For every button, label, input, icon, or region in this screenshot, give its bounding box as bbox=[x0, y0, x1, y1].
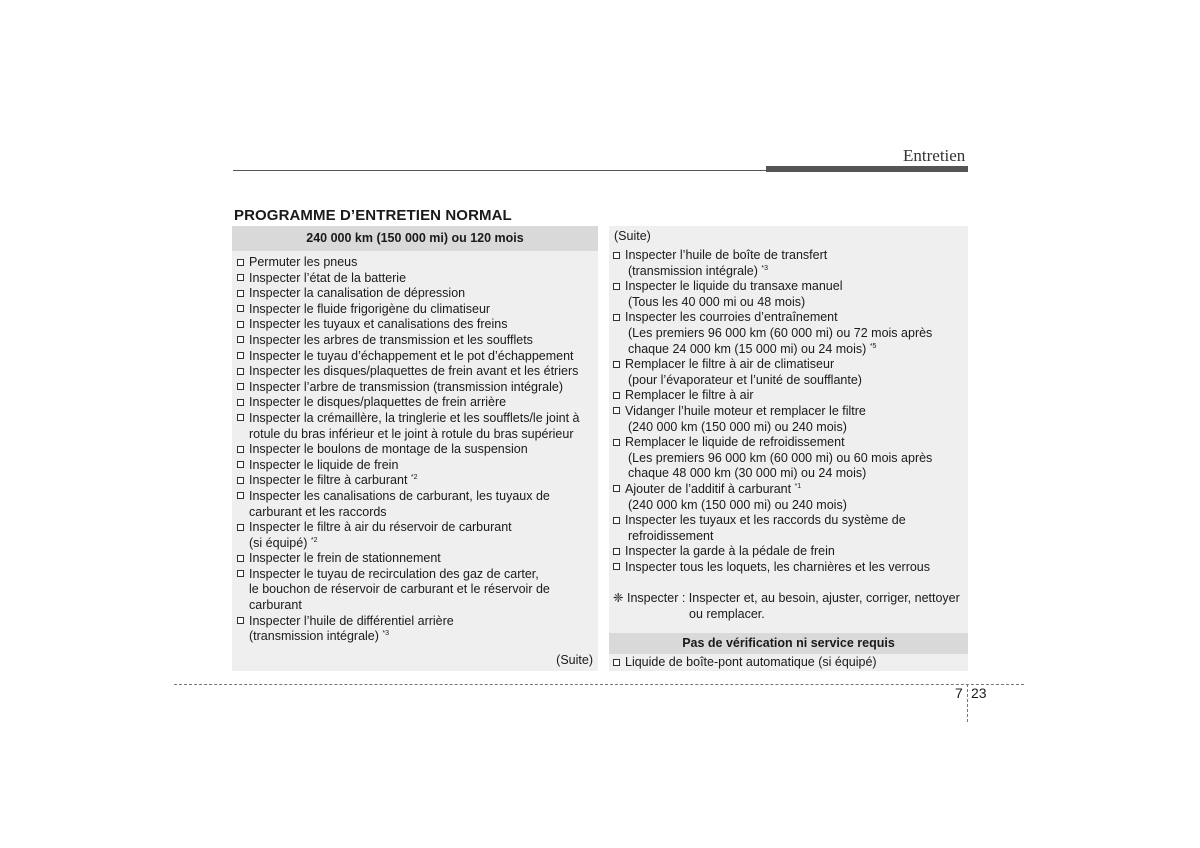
page-title: PROGRAMME D’ENTRETIEN NORMAL bbox=[234, 207, 512, 224]
checklist-item-text: Inspecter les canalisations de carburant, les tuyaux de bbox=[249, 488, 550, 503]
checklist-item-text: (240 000 km (150 000 mi) ou 240 mois) bbox=[628, 497, 847, 512]
checkbox-icon bbox=[237, 555, 244, 562]
checklist-item-text: Inspecter la garde à la pédale de frein bbox=[625, 544, 835, 559]
checklist-item bbox=[237, 380, 597, 396]
checklist-item-text: carburant et les raccords bbox=[249, 504, 387, 519]
checkbox-icon bbox=[237, 352, 244, 359]
checkbox-icon bbox=[237, 321, 244, 328]
checkbox-icon bbox=[613, 517, 620, 524]
checklist-item-text: Remplacer le liquide de refroidissement bbox=[625, 435, 845, 450]
checklist-item-text: Inspecter le liquide du transaxe manuel bbox=[625, 279, 843, 294]
checklist-item-text: carburant bbox=[249, 598, 302, 613]
checklist-item bbox=[237, 349, 597, 365]
checklist-item bbox=[613, 513, 968, 544]
footnote-ref: *2 bbox=[410, 474, 418, 482]
checklist-item-text: Inspecter l’huile de boîte de transfert bbox=[625, 248, 828, 262]
chapter-number: 7 bbox=[955, 685, 963, 701]
checklist-item bbox=[237, 458, 597, 474]
checkbox-icon bbox=[237, 461, 244, 468]
checklist-item-text: (Les premiers 96 000 km (60 000 mi) ou 72 mois après bbox=[628, 325, 933, 340]
checkbox-icon bbox=[237, 477, 244, 484]
checklist-item-text: chaque 48 000 km (30 000 mi) ou 24 mois) bbox=[628, 466, 867, 481]
continued-label: (Suite) bbox=[556, 653, 593, 667]
checkbox-icon bbox=[237, 492, 244, 499]
checklist-item-text: Inspecter l’état de la batterie bbox=[249, 270, 407, 285]
note-line-1: Inspecter : Inspecter et, au besoin, ajuster, corriger, nettoyer bbox=[626, 591, 960, 605]
checklist-item bbox=[237, 317, 597, 333]
checklist-item bbox=[237, 520, 597, 551]
footer-dashed-rule bbox=[174, 684, 1024, 685]
left-column bbox=[232, 226, 598, 671]
checklist-item-text: Inspecter les disques/plaquettes de frein avant et les étriers bbox=[249, 364, 579, 379]
checklist-item-text: Remplacer le filtre à air bbox=[625, 388, 754, 403]
checklist-item-text: le bouchon de réservoir de carburant et le réservoir de bbox=[249, 582, 550, 597]
inspect-note bbox=[613, 591, 968, 622]
no-service-item-label: Liquide de boîte-pont automatique (si équipé) bbox=[625, 655, 877, 669]
checklist-item-text: refroidissement bbox=[628, 528, 714, 543]
checklist-item bbox=[613, 310, 968, 357]
checklist-item bbox=[237, 473, 597, 489]
checklist-item-text: Inspecter le liquide de frein bbox=[249, 457, 399, 472]
checkbox-icon bbox=[613, 548, 620, 555]
footnote-ref: *2 bbox=[310, 536, 318, 544]
checklist-item-text: (Tous les 40 000 mi ou 48 mois) bbox=[628, 294, 806, 309]
footnote-ref: *1 bbox=[794, 482, 802, 490]
checkbox-icon bbox=[237, 383, 244, 390]
checkbox-icon bbox=[237, 305, 244, 312]
checkbox-icon bbox=[237, 399, 244, 406]
checklist-item-text: (240 000 km (150 000 mi) ou 240 mois) bbox=[628, 419, 847, 434]
checklist-item-text: (transmission intégrale) $^{*3}$ bbox=[249, 629, 390, 644]
checklist-item-text: Ajouter de l’additif à carburant $^{*1}$ bbox=[625, 481, 802, 496]
checkbox-icon bbox=[237, 570, 244, 577]
footnote-ref: *5 bbox=[869, 342, 877, 350]
checkbox-icon bbox=[237, 290, 244, 297]
checklist-item bbox=[613, 388, 968, 404]
page-number: 23 bbox=[971, 685, 987, 701]
checkbox-icon bbox=[613, 485, 620, 492]
checklist-item-text: Inspecter le frein de stationnement bbox=[249, 551, 441, 566]
footnote-ref: *3 bbox=[382, 630, 390, 638]
checklist-item bbox=[237, 614, 597, 645]
checklist-item bbox=[237, 489, 597, 520]
checklist-item-text: (si équipé) $^{*2}$ bbox=[249, 535, 318, 550]
checklist-item-text: Inspecter les tuyaux et les raccords du système de bbox=[625, 513, 906, 528]
checkbox-icon bbox=[613, 392, 620, 399]
checklist-item bbox=[237, 302, 597, 318]
checklist-item-text: Inspecter la canalisation de dépression bbox=[249, 286, 466, 301]
checkbox-icon bbox=[237, 524, 244, 531]
header-rule bbox=[233, 170, 766, 171]
checkbox-icon bbox=[613, 361, 620, 368]
checklist-item bbox=[237, 395, 597, 411]
checklist-item-text: Inspecter le filtre à carburant $^{*2}$ bbox=[249, 473, 418, 488]
checklist-item-text: Inspecter le boulons de montage de la suspension bbox=[249, 442, 528, 457]
checklist-item bbox=[613, 435, 968, 482]
checklist-item bbox=[237, 271, 597, 287]
checkbox-icon bbox=[613, 252, 620, 259]
checklist-item-text: Inspecter l’arbre de transmission (transmission intégrale) bbox=[249, 379, 564, 394]
checklist-item-text: (pour l’évaporateur et l’unité de soufflante) bbox=[628, 372, 862, 387]
checklist-item-text: (Les premiers 96 000 km (60 000 mi) ou 60 mois après bbox=[628, 450, 933, 465]
checklist-item bbox=[237, 567, 597, 614]
interval-band: 240 000 km (150 000 mi) ou 120 mois bbox=[232, 226, 598, 251]
checklist-item-text: Inspecter le tuyau d’échappement et le pot d’échappement bbox=[249, 348, 574, 363]
checkbox-icon bbox=[613, 439, 620, 446]
checklist-item-text: Inspecter l’huile de différentiel arrière bbox=[249, 613, 454, 628]
checkbox-icon bbox=[613, 314, 620, 321]
checklist-item-text: Inspecter les tuyaux et canalisations des freins bbox=[249, 317, 508, 332]
checklist-item bbox=[613, 560, 968, 576]
right-column bbox=[609, 226, 968, 671]
checklist-item-text: (transmission intégrale) $^{*3}$ bbox=[628, 263, 769, 278]
checkbox-icon bbox=[613, 283, 620, 290]
note-line-2: ou remplacer. bbox=[689, 606, 765, 621]
checklist-item bbox=[237, 333, 597, 349]
checklist-item-text: Inspecter les courroies d’entraînement bbox=[625, 310, 838, 325]
right-checklist bbox=[613, 248, 968, 575]
checklist-item-text: Permuter les pneus bbox=[249, 255, 358, 269]
checklist-item bbox=[237, 255, 597, 271]
checkbox-icon bbox=[237, 259, 244, 266]
continued-from-label: (Suite) bbox=[614, 229, 651, 243]
checklist-item bbox=[237, 286, 597, 302]
checkbox-icon bbox=[237, 414, 244, 421]
checklist-item bbox=[613, 482, 968, 513]
checklist-item bbox=[237, 442, 597, 458]
no-service-item bbox=[613, 655, 877, 671]
footnote-ref: *3 bbox=[761, 264, 769, 272]
checkbox-icon bbox=[237, 274, 244, 281]
checklist-item-text: chaque 24 000 km (15 000 mi) ou 24 mois) $^{*5}$ bbox=[628, 341, 877, 356]
checklist-item-text: Inspecter le disques/plaquettes de frein arrière bbox=[249, 395, 507, 410]
checklist-item-text: Vidanger l’huile moteur et remplacer le filtre bbox=[625, 403, 866, 418]
checklist-item-text: rotule du bras inférieur et le joint à rotule du bras supérieur bbox=[249, 426, 574, 441]
no-service-band: Pas de vérification ni service requis bbox=[609, 633, 968, 654]
checklist-item bbox=[237, 551, 597, 567]
note-symbol-icon: ❈ bbox=[613, 591, 624, 605]
header-rule-accent bbox=[766, 166, 968, 172]
checklist-item-text: Inspecter les arbres de transmission et les soufflets bbox=[249, 332, 533, 347]
checklist-item-text: Remplacer le filtre à air de climatiseur bbox=[625, 357, 835, 372]
checkbox-icon bbox=[613, 407, 620, 414]
checklist-item bbox=[237, 411, 597, 442]
checklist-item bbox=[613, 404, 968, 435]
checkbox-icon bbox=[237, 446, 244, 453]
checklist-item bbox=[613, 357, 968, 388]
checklist-item bbox=[613, 279, 968, 310]
checklist-item-text: Inspecter le filtre à air du réservoir de carburant bbox=[249, 520, 512, 535]
checkbox-icon bbox=[237, 368, 244, 375]
section-header: Entretien bbox=[903, 146, 966, 165]
checklist-item bbox=[613, 248, 968, 279]
checkbox-icon bbox=[237, 617, 244, 624]
left-checklist bbox=[237, 255, 597, 645]
checklist-item bbox=[613, 544, 968, 560]
checklist-item-text: Inspecter la crémaillère, la tringlerie et les soufflets/le joint à bbox=[249, 410, 580, 425]
checkbox-icon bbox=[237, 336, 244, 343]
checkbox-icon bbox=[613, 659, 620, 666]
checklist-item-text: Inspecter le fluide frigorigène du climatiseur bbox=[249, 301, 491, 316]
checkbox-icon bbox=[613, 563, 620, 570]
checklist-item-text: Inspecter tous les loquets, les charnières et les verrous bbox=[625, 559, 931, 574]
checklist-item-text: Inspecter le tuyau de recirculation des gaz de carter, bbox=[249, 566, 539, 581]
checklist-item bbox=[237, 364, 597, 380]
footer-dashed-divider bbox=[967, 684, 968, 722]
